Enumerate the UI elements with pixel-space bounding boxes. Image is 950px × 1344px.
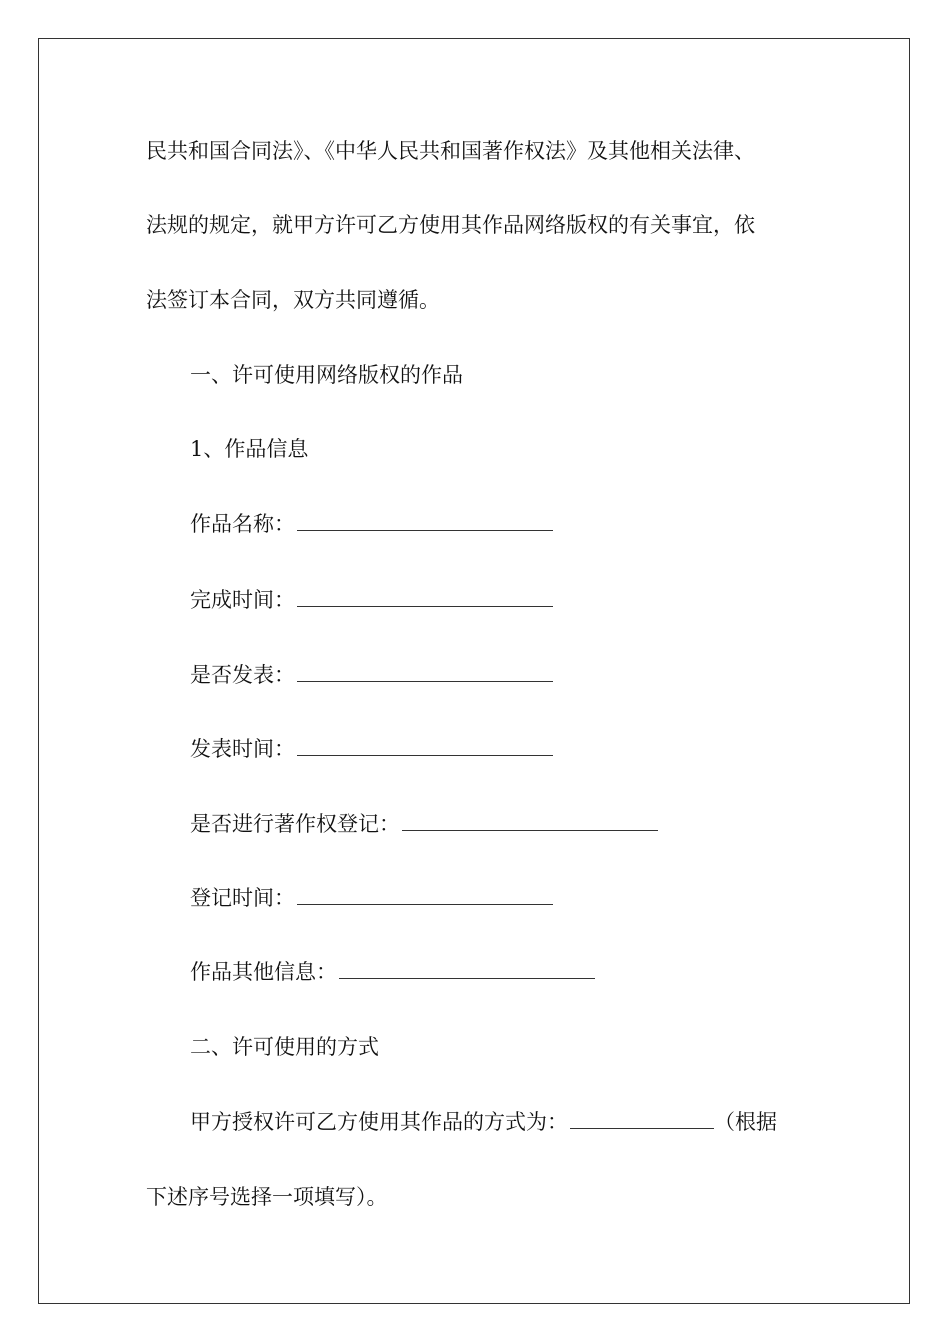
blank-line [297,661,553,682]
blank-line [297,510,553,531]
field-label: 发表时间： [190,737,295,761]
field-label: 是否进行著作权登记： [190,812,400,836]
field-label: 作品名称： [190,512,295,536]
field-other-info [190,957,595,987]
section-2-paragraph-line-2: 下述序号选择一项填写）。 [146,1185,388,1209]
field-published [190,660,553,690]
field-registration-time [190,883,553,913]
blank-line [297,586,553,607]
field-label: 登记时间： [190,886,295,910]
section-1-subheading: 1、作品信息 [190,437,309,461]
intro-line-2: 法规的规定，就甲方许可乙方使用其作品网络版权的有关事宜，依 [146,213,755,237]
blank-line [339,958,595,979]
intro-line-1: 民共和国合同法》、《中华人民共和国著作权法》及其他相关法律、 [146,139,755,163]
blank-line [570,1108,714,1129]
field-publish-time [190,734,553,764]
field-work-title [190,509,553,539]
blank-line [402,810,658,831]
field-label: 作品其他信息： [190,960,337,984]
section-1-heading: 一、许可使用网络版权的作品 [190,363,463,387]
field-label: 完成时间： [190,588,295,612]
blank-line [297,735,553,756]
field-copyright-registered [190,809,658,839]
paragraph-text: （根据 [714,1110,777,1134]
section-2-heading: 二、许可使用的方式 [190,1035,379,1059]
blank-line [297,884,553,905]
field-completion-time [190,585,553,615]
paragraph-text: 甲方授权许可乙方使用其作品的方式为： [190,1110,568,1134]
section-2-paragraph-line-1 [190,1107,777,1137]
intro-line-3: 法签订本合同，双方共同遵循。 [146,288,440,312]
field-label: 是否发表： [190,663,295,687]
